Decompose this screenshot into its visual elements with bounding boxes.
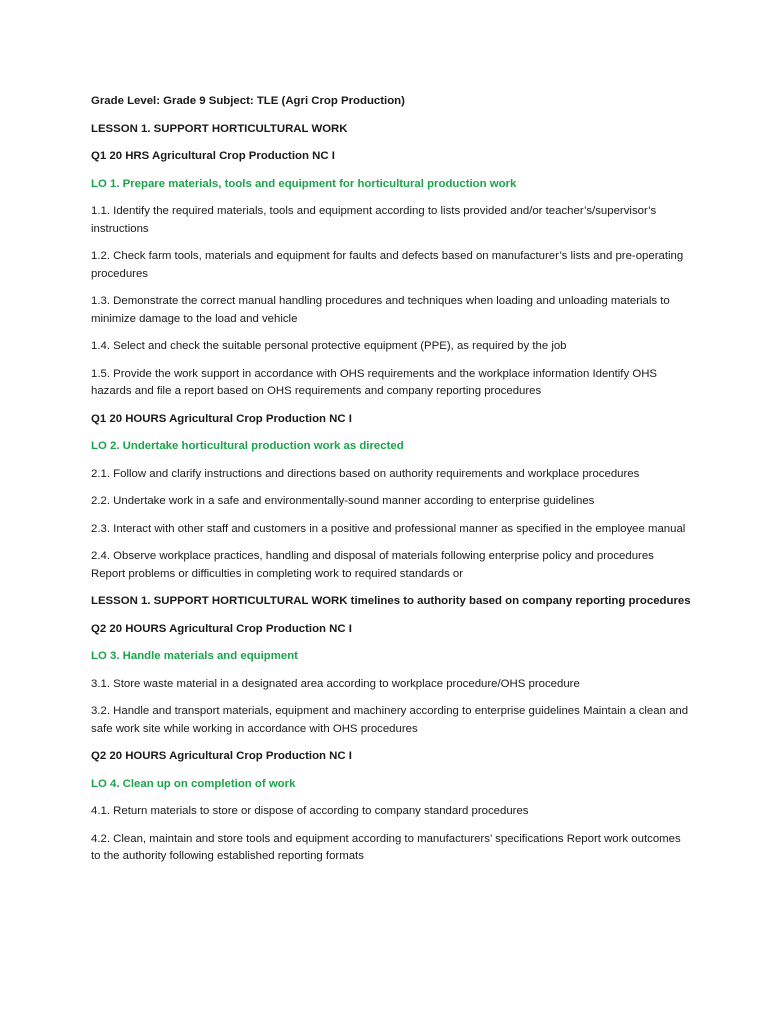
document-page	[91, 93, 691, 876]
list-item: 2.2. Undertake work in a safe and environmentally-sound manner according to enterprise guidelines	[91, 495, 595, 507]
list-item: 1.5. Provide the work support in accordance with OHS requirements and the workplace information Identify OHS hazards and file a report based on OHS requirements and company reporting procedures	[91, 367, 658, 397]
list-item: 2.4. Observe workplace practices, handling and disposal of materials following enterprise policy and procedures Report problems or difficulties in completing work to required standards or	[91, 550, 654, 580]
learning-outcome-heading: LO 1. Prepare materials, tools and equipment for horticultural production work	[91, 177, 517, 190]
list-item: 1.1. Identify the required materials, tools and equipment according to lists provided and/or teacher’s/supervisor’s instructions	[91, 205, 657, 235]
list-item: 3.1. Store waste material in a designated area according to workplace procedure/OHS procedure	[91, 677, 580, 690]
learning-outcome-heading: LO 2. Undertake horticultural production work as directed	[91, 440, 404, 452]
list-item: 3.2. Handle and transport materials, equipment and machinery according to enterprise guidelines Maintain a clean and safe work site while working in accordance with OHS procedures	[91, 705, 689, 735]
quarter-line: Q1 20 HOURS Agricultural Crop Production NC I	[91, 412, 352, 425]
learning-outcome-heading: LO 3. Handle materials and equipment	[91, 650, 298, 662]
list-item: 1.3. Demonstrate the correct manual handling procedures and techniques when loading and unloading materials to minimize damage to the load and vehicle	[91, 295, 670, 325]
document-header: Grade Level: Grade 9 Subject: TLE (Agri Crop Production)	[91, 95, 405, 107]
quarter-line: Q2 20 HOURS Agricultural Crop Production NC I	[91, 622, 352, 635]
list-item: 4.1. Return materials to store or dispose of according to company standard procedures	[91, 805, 529, 817]
learning-outcome-heading: LO 4. Clean up on completion of work	[91, 777, 296, 790]
list-item: 4.2. Clean, maintain and store tools and equipment according to manufacturers’ specifications Report work outcomes to the authority following established reporting formats	[91, 832, 681, 862]
list-item: 2.3. Interact with other staff and customers in a positive and professional manner as specified in the employee manual	[91, 522, 686, 535]
list-item: 2.1. Follow and clarify instructions and directions based on authority requirements and workplace procedures	[91, 467, 640, 480]
quarter-line: Q2 20 HOURS Agricultural Crop Production NC I	[91, 750, 352, 762]
lesson-title: LESSON 1. SUPPORT HORTICULTURAL WORK	[91, 122, 348, 135]
list-item: 1.4. Select and check the suitable personal protective equipment (PPE), as required by the job	[91, 340, 567, 352]
quarter-line: Q1 20 HRS Agricultural Crop Production NC I	[91, 150, 335, 162]
lesson-title: LESSON 1. SUPPORT HORTICULTURAL WORK timelines to authority based on company reporting procedures	[91, 595, 691, 607]
list-item: 1.2. Check farm tools, materials and equipment for faults and defects based on manufacturer’s lists and pre-operating procedures	[91, 250, 684, 280]
